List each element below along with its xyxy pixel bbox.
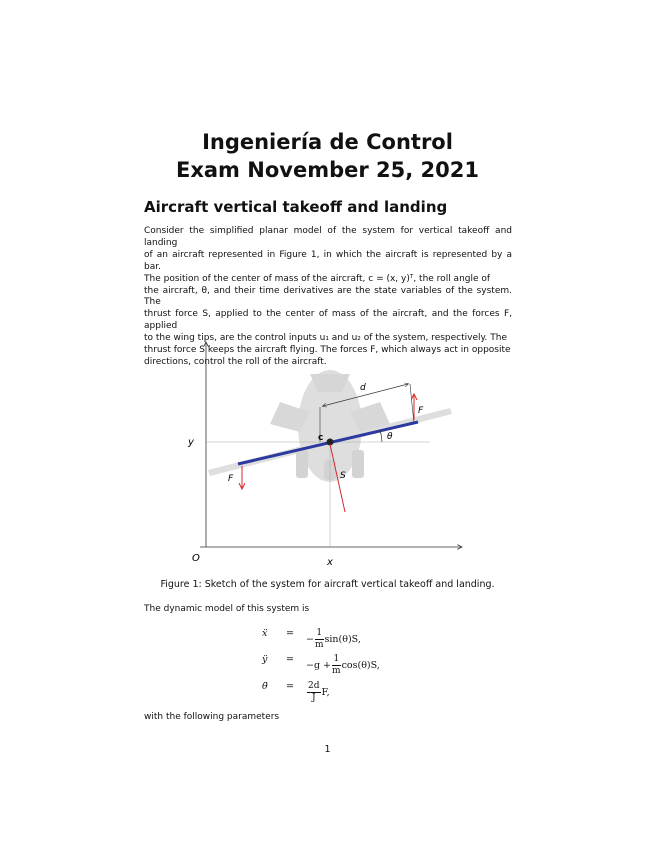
- paragraph-line: directions, control the roll of the aircraft.: [144, 356, 327, 367]
- equation-lhs: ÿ: [262, 654, 268, 665]
- fraction: $\frac{1}{m}$: [332, 654, 341, 676]
- equation-rel: =: [286, 628, 294, 639]
- page-title-line1: Ingeniería de Control: [202, 130, 453, 154]
- equation-pre: −: [306, 634, 314, 645]
- equation-rhs: [306, 681, 330, 704]
- equation-rhs: [306, 628, 361, 651]
- paragraph-line: of an aircraft represented in Figure 1, in which the aircraft is represented by a bar.: [144, 249, 512, 272]
- paragraph-line: the aircraft, θ, and their time derivatives are the state variables of the system. The: [144, 285, 512, 308]
- section-heading: Aircraft vertical takeoff and landing: [144, 198, 448, 216]
- label-d: d: [360, 383, 366, 393]
- label-F-left: F: [228, 474, 234, 484]
- equation-rel: =: [286, 681, 294, 692]
- parameters-intro: with the following parameters: [144, 712, 280, 722]
- equation-lhs: ẍ: [262, 628, 268, 639]
- label-origin: O: [192, 553, 200, 564]
- equation-post: sin(θ)S,: [324, 634, 361, 645]
- label-x: x: [327, 557, 333, 568]
- paragraph-line: thrust force S, applied to the center of mass of the aircraft, and the forces F, applied: [144, 309, 512, 332]
- equation-pre: −g +: [306, 660, 332, 671]
- label-S: S: [340, 471, 346, 481]
- fraction: $\frac{1}{m}$: [314, 628, 324, 650]
- page-number: 1: [324, 744, 331, 755]
- equation-rel: =: [286, 654, 294, 665]
- label-theta: θ: [387, 432, 393, 442]
- paragraph-line: Consider the simplified planar model of the system for vertical takeoff and landing: [144, 226, 512, 248]
- paragraph-line: thrust force S keeps the aircraft flying. The forces F, which always act in opposite: [144, 345, 511, 356]
- dynamics-intro: The dynamic model of this system is: [144, 604, 310, 614]
- paragraph-line: The position of the center of mass of the aircraft, c = (x, y)ᵀ, the roll angle of: [144, 273, 491, 284]
- label-c: c: [318, 433, 324, 443]
- equation-post: F,: [321, 687, 330, 698]
- page-title-line2: Exam November 25, 2021: [176, 158, 479, 182]
- paragraph-line: to the wing tips, are the control inputs u₁ and u₂ of the system, respectively. The: [144, 333, 508, 344]
- equation-rhs: [306, 654, 380, 677]
- figure-caption: Figure 1: Sketch of the system for aircraft vertical takeoff and landing.: [160, 579, 495, 590]
- aircraft-sketch-figure: [160, 332, 500, 572]
- label-F-right: F: [418, 406, 424, 416]
- equation-post: cos(θ)S,: [341, 660, 380, 671]
- fraction: $\frac{2d}{J}$: [308, 681, 320, 703]
- label-y: y: [188, 437, 194, 448]
- equation-lhs: θ̈: [262, 681, 268, 692]
